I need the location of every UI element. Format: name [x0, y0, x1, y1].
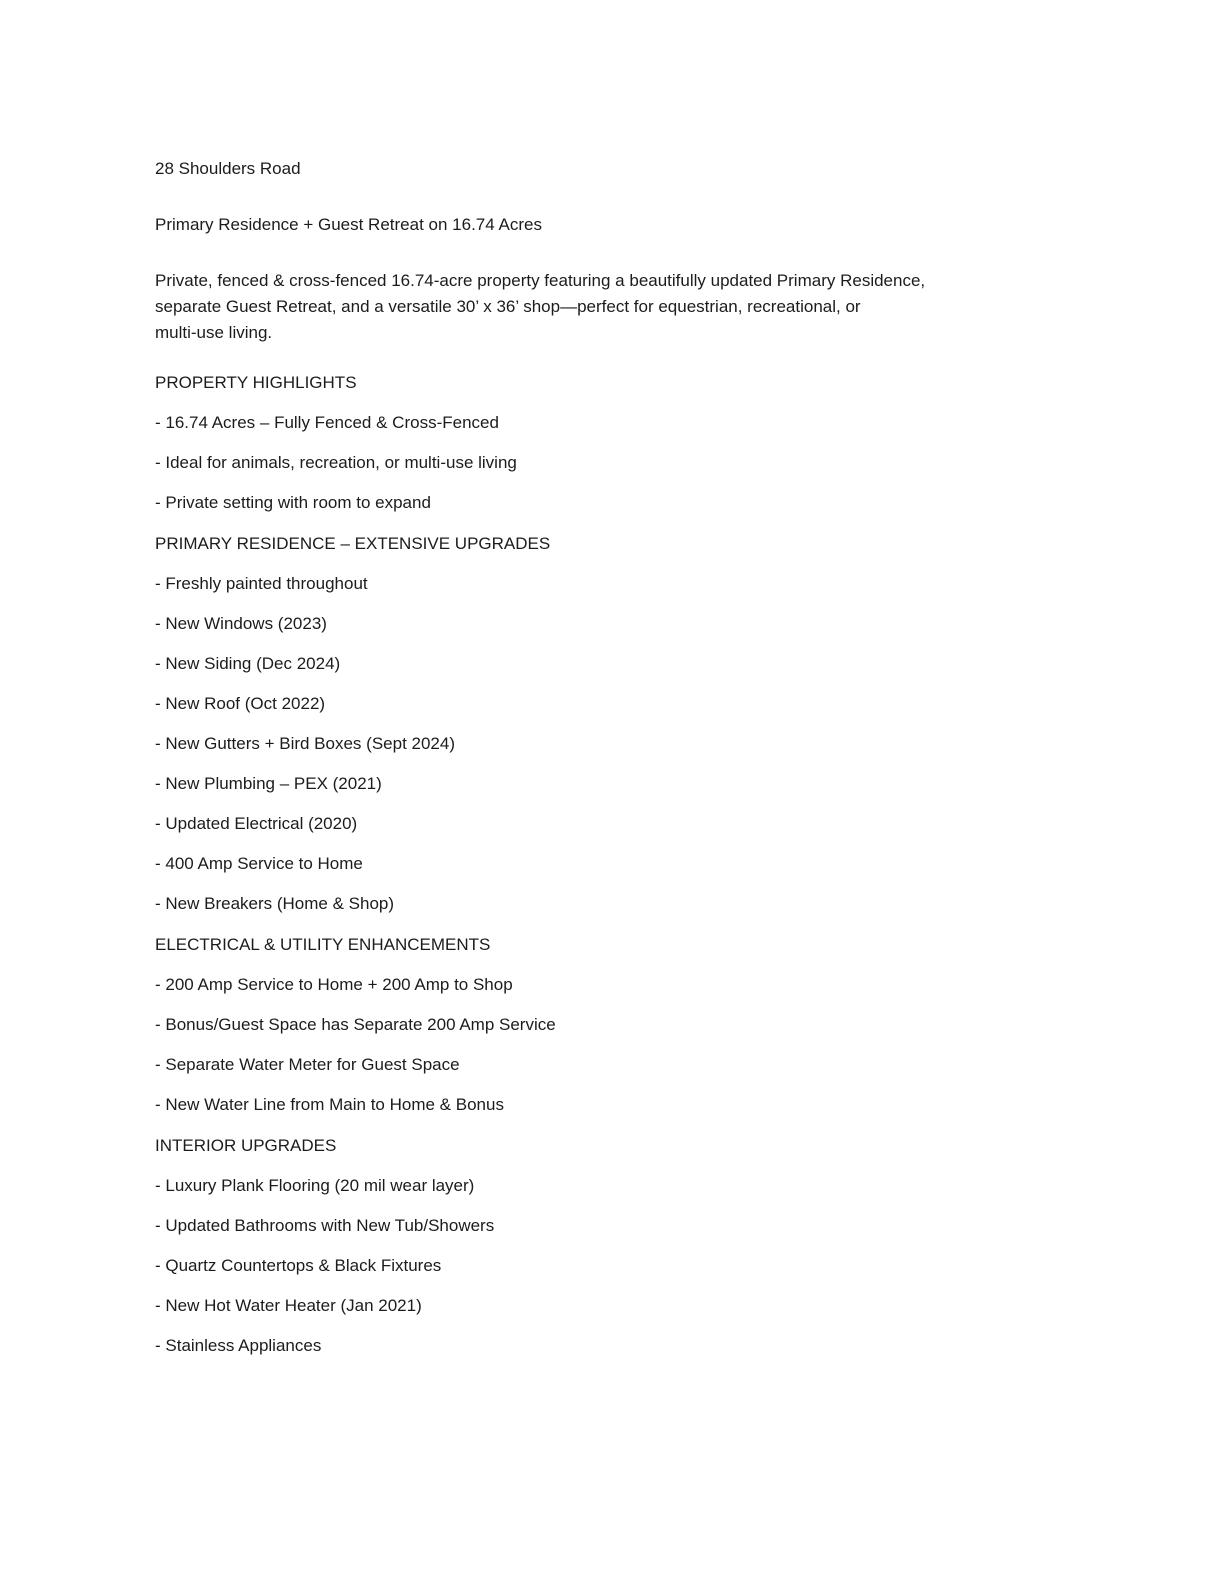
section-heading: ELECTRICAL & UTILITY ENHANCEMENTS [155, 935, 491, 954]
section-heading: PROPERTY HIGHLIGHTS [155, 373, 357, 392]
bullet-item: - Freshly painted throughout [155, 574, 368, 593]
document-section [155, 370, 1074, 516]
bullet-item: - Updated Electrical (2020) [155, 814, 358, 833]
intro-line: separate Guest Retreat, and a versatile 30’ x 36’ shop—perfect for equestrian, recreational, or [155, 297, 861, 316]
bullet-item: - New Windows (2023) [155, 614, 327, 633]
section-items [155, 1173, 1074, 1359]
bullet-item: - Stainless Appliances [155, 1336, 322, 1355]
section-heading: INTERIOR UPGRADES [155, 1136, 337, 1155]
bullet-item: - 16.74 Acres – Fully Fenced & Cross-Fenced [155, 413, 499, 432]
document-section [155, 531, 1074, 917]
document-subtitle: Primary Residence + Guest Retreat on 16.74 Acres [155, 215, 542, 234]
bullet-item: - Luxury Plank Flooring (20 mil wear layer) [155, 1176, 475, 1195]
bullet-item: - New Roof (Oct 2022) [155, 694, 326, 713]
bullet-item: - 200 Amp Service to Home + 200 Amp to Shop [155, 975, 513, 994]
intro-paragraph [155, 268, 1074, 346]
bullet-item: - New Hot Water Heater (Jan 2021) [155, 1296, 422, 1315]
section-heading: PRIMARY RESIDENCE – EXTENSIVE UPGRADES [155, 534, 551, 553]
bullet-item: - Separate Water Meter for Guest Space [155, 1055, 460, 1074]
bullet-item: - 400 Amp Service to Home [155, 854, 363, 873]
bullet-item: - New Water Line from Main to Home & Bonus [155, 1095, 504, 1114]
intro-line: Private, fenced & cross-fenced 16.74-acre property featuring a beautifully updated Primary Residence, [155, 271, 926, 290]
bullet-item: - New Siding (Dec 2024) [155, 654, 341, 673]
section-items [155, 972, 1074, 1118]
bullet-item: - Bonus/Guest Space has Separate 200 Amp Service [155, 1015, 556, 1034]
bullet-item: - Updated Bathrooms with New Tub/Showers [155, 1216, 495, 1235]
document-section [155, 932, 1074, 1118]
sections-container [155, 370, 1074, 1359]
section-items [155, 571, 1074, 917]
bullet-item: - New Gutters + Bird Boxes (Sept 2024) [155, 734, 455, 753]
bullet-item: - Ideal for animals, recreation, or multi-use living [155, 453, 517, 472]
document-section [155, 1133, 1074, 1359]
bullet-item: - New Plumbing – PEX (2021) [155, 774, 382, 793]
bullet-item: - Private setting with room to expand [155, 493, 431, 512]
intro-line: multi-use living. [155, 323, 273, 342]
section-items [155, 410, 1074, 516]
bullet-item: - Quartz Countertops & Black Fixtures [155, 1256, 442, 1275]
document-title: 28 Shoulders Road [155, 159, 301, 178]
bullet-item: - New Breakers (Home & Shop) [155, 894, 395, 913]
